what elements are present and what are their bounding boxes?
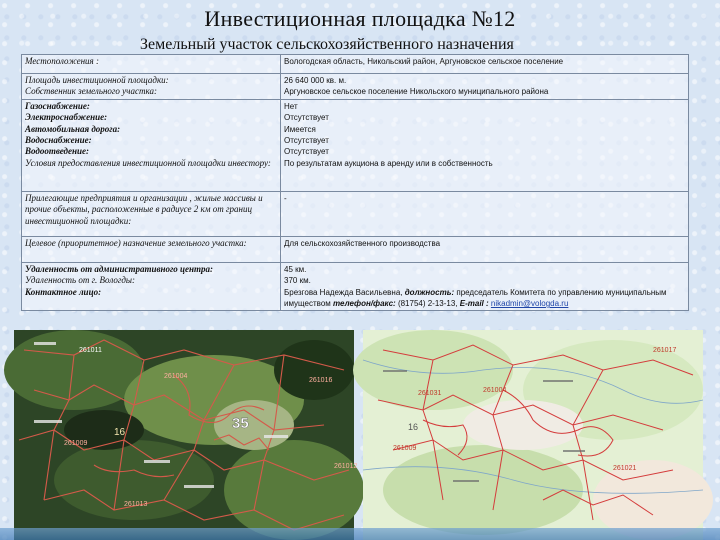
- location-value: Вологодская область, Никольский район, Аргуновское сельское поселение: [281, 55, 689, 74]
- map-label: 261017: [653, 347, 677, 354]
- purpose-value: Для сельскохозяйственного производства: [281, 236, 689, 262]
- owner-value: Аргуновское сельское поселение Никольского муниципального района: [284, 87, 549, 97]
- area-value: 26 640 000 кв. м.: [284, 76, 347, 85]
- table-row: [22, 262, 689, 311]
- terms-label: Условия предоставления инвестиционной площадки инвестору:: [25, 157, 271, 168]
- contact-label: Контактное лицо:: [25, 286, 102, 297]
- water-value: Отсутствует: [284, 136, 329, 146]
- table-row: [22, 191, 689, 236]
- gas-label: Газоснабжение:: [25, 100, 90, 111]
- table-row: [22, 99, 689, 191]
- table-row: [22, 55, 689, 74]
- road-value: Имеется: [284, 124, 316, 134]
- page-subtitle: Земельный участок сельскохозяйственного назначения: [140, 36, 514, 53]
- map-label: 261021: [613, 465, 637, 472]
- contact-position-label: должность:: [404, 287, 455, 297]
- investment-site-table: [21, 54, 689, 311]
- contact-value: [284, 287, 685, 310]
- map-label: 261009: [64, 440, 88, 447]
- dist-center-value: 45 км.: [284, 264, 307, 274]
- site-number-label: 35: [232, 415, 249, 432]
- road-label: Автомобильная дорога:: [25, 123, 121, 134]
- contact-email-label: E-mail :: [459, 299, 489, 309]
- page-bottom-edge: [0, 528, 720, 540]
- dist-vologda-label: Удаленность от г. Вологды:: [25, 275, 136, 286]
- location-label: Местоположения :: [22, 55, 281, 74]
- adjacent-label: Прилегающие предприятия и организации , жилые массивы и прочие объекты, расположенные в радиусе 2 км от границ инвестиционной площадки:: [22, 191, 281, 236]
- table-row: [22, 236, 689, 262]
- map-label: 261012: [334, 463, 358, 470]
- map-label: 261016: [309, 377, 333, 384]
- purpose-label: Целевое (приоритетное) назначение земельного участка:: [22, 236, 281, 262]
- contact-name: Брезгова Надежда Васильевна,: [284, 287, 403, 297]
- map-label: 16: [408, 422, 419, 432]
- page-title: Инвестиционная площадка №12: [204, 6, 516, 31]
- topographic-map[interactable]: [363, 330, 703, 540]
- sewer-value: Отсутствует: [284, 147, 329, 157]
- satellite-map-image: [14, 330, 358, 540]
- map-label: 261009: [393, 445, 417, 452]
- dist-center-label: Удаленность от административного центра:: [25, 263, 214, 274]
- topographic-map-image: [363, 330, 703, 540]
- contact-email-link[interactable]: nikadmin@vologda.ru: [490, 299, 569, 309]
- map-label: 261031: [418, 390, 442, 397]
- satellite-map[interactable]: [14, 330, 358, 540]
- power-value: Отсутствует: [284, 113, 329, 123]
- dist-vologda-value: 370 км.: [284, 276, 311, 286]
- contact-phone: (81754) 2-13-13,: [397, 299, 458, 309]
- map-label: 261011: [79, 347, 102, 354]
- map-label: 261013: [124, 501, 148, 508]
- area-label: Площадь инвестиционной площадки:: [25, 75, 169, 85]
- map-label: 16: [114, 427, 126, 438]
- water-label: Водоснабжение:: [25, 135, 92, 146]
- power-label: Электроснабжение:: [25, 112, 108, 123]
- map-label: 261004: [164, 373, 188, 380]
- sewer-label: Водоотведение:: [25, 146, 89, 157]
- table-row: [22, 74, 689, 100]
- contact-phone-label: телефон/факс:: [333, 299, 396, 309]
- contact-position: председатель Комитета по управлению муниципальным имуществом: [284, 287, 667, 309]
- terms-value: По результатам аукциона в аренду или в собственность: [284, 158, 493, 168]
- gas-value: Нет: [284, 101, 298, 111]
- owner-label: Собственник земельного участка:: [25, 86, 157, 97]
- map-label: 261004: [483, 387, 507, 394]
- adjacent-value: -: [281, 191, 689, 236]
